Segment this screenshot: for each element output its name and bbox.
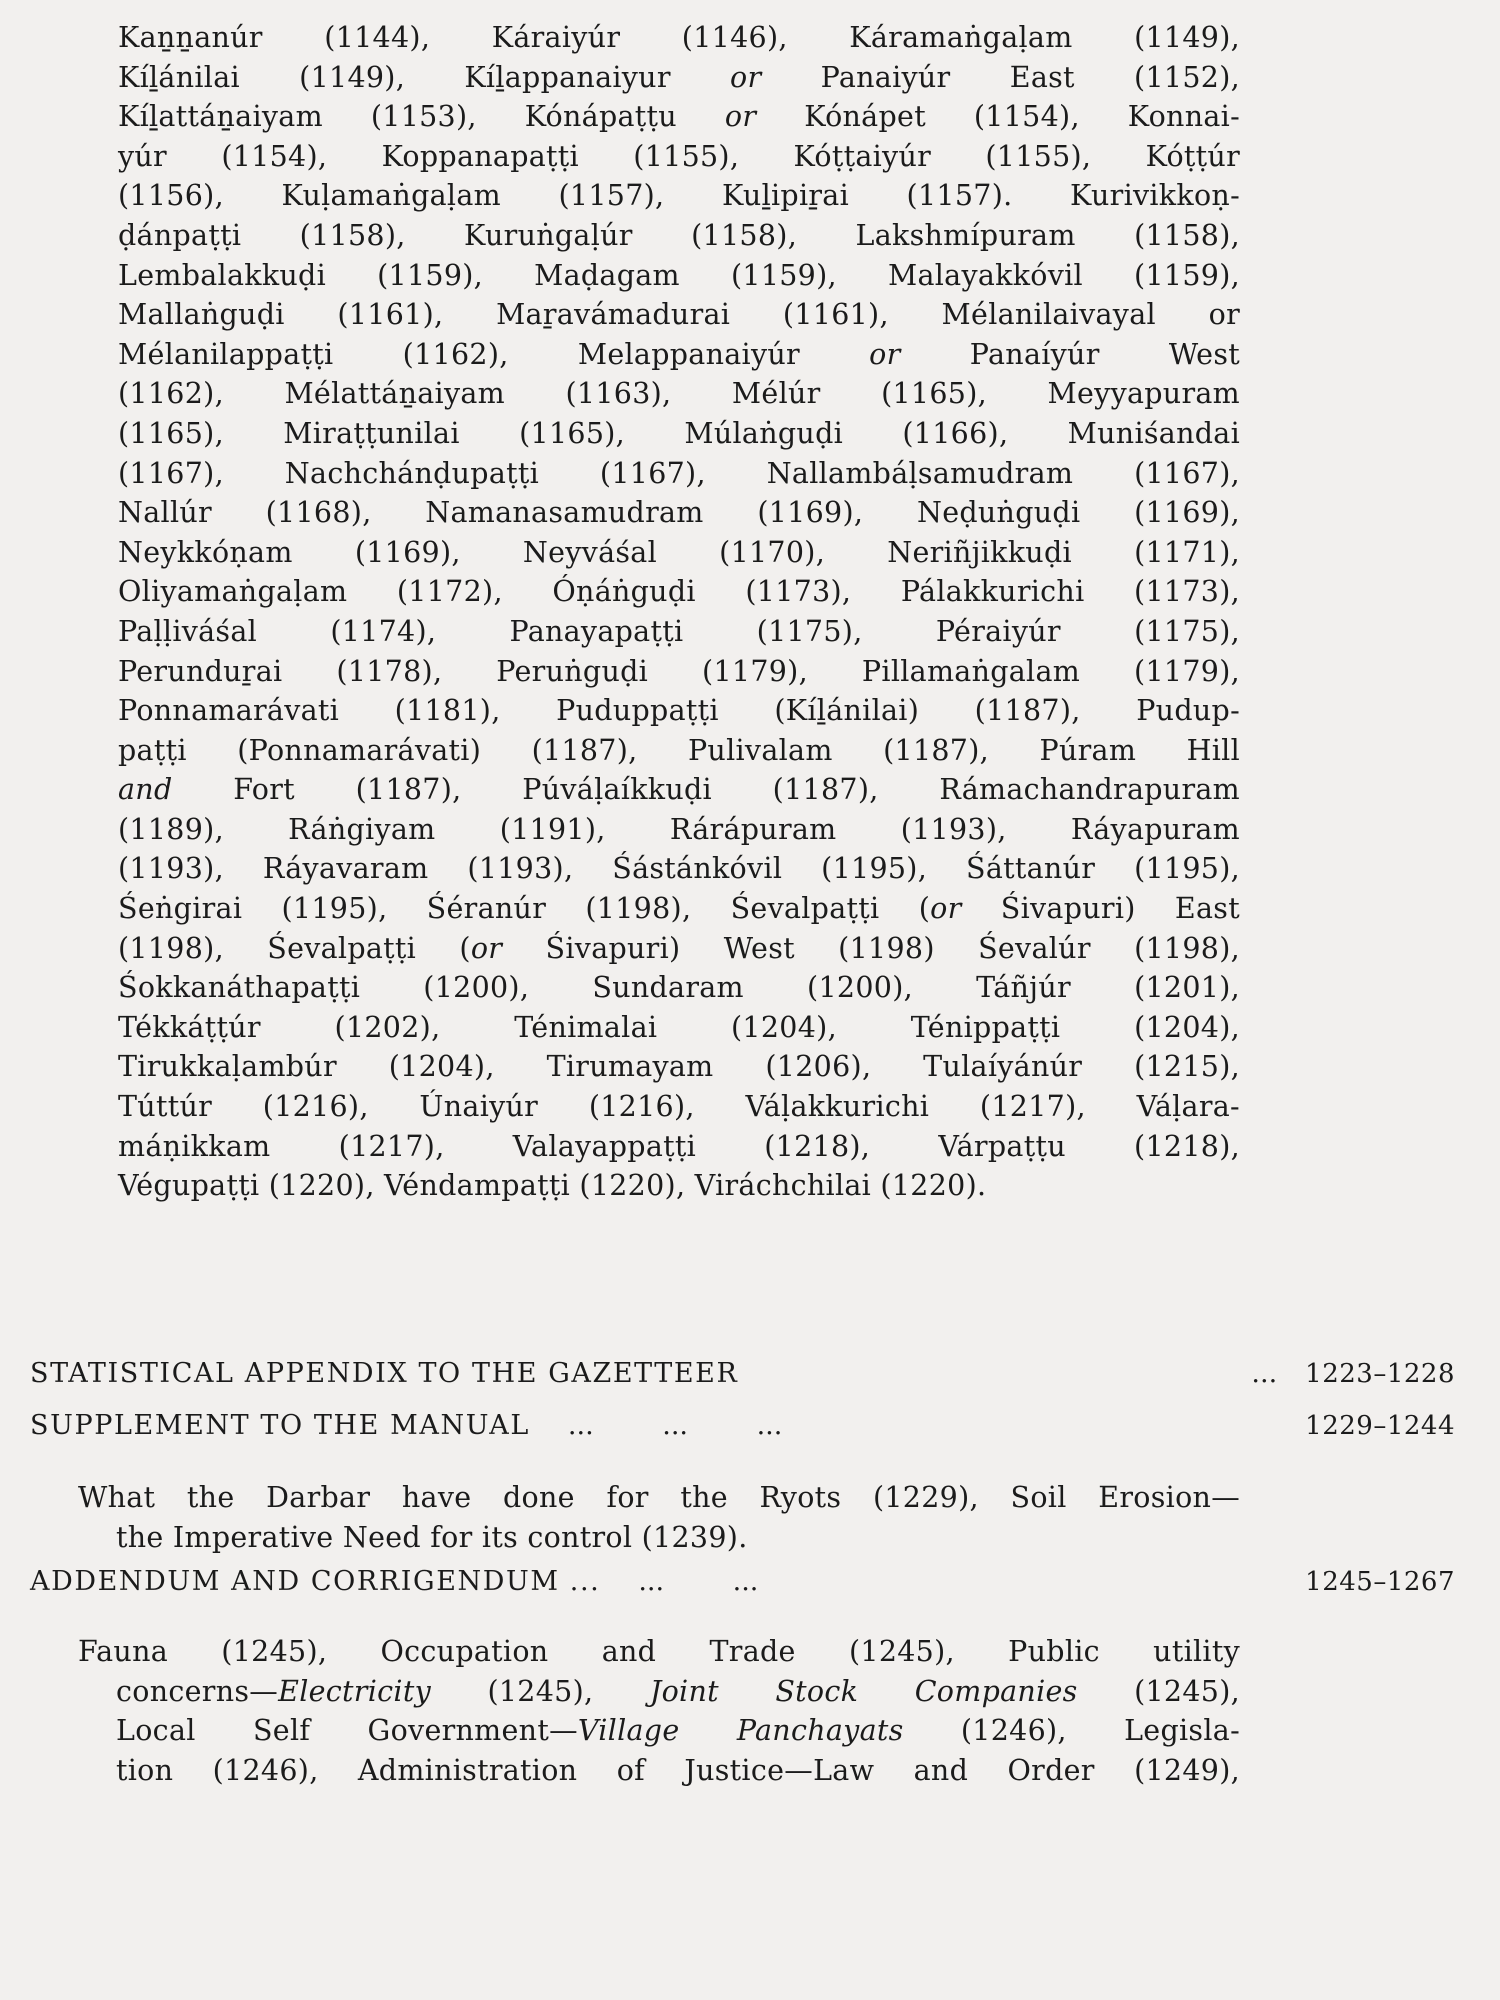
gazetteer-entry-line: and Fort (1187), Púváḷaíkkuḍi (1187), Rámachandrapuram (118, 773, 1240, 807)
gazetteer-entry-line: ḍánpaṭṭi (1158), Kuruṅgaḷúr (1158), Lakshmípuram (1158), (118, 218, 1240, 252)
gazetteer-entry-line: Végupaṭṭi (1220), Véndampaṭṭi (1220), Viráchchilai (1220). (118, 1169, 987, 1203)
gazetteer-entry-line: (1189), Ráṅgiyam (1191), Rárápuram (1193), Ráyapuram (118, 812, 1240, 846)
addendum-description (78, 1632, 1240, 1790)
description-line: Local Self Government—Village Panchayats (1246), Legisla- (116, 1714, 1240, 1747)
gazetteer-entry-line: Lembalakkuḍi (1159), Maḍagam (1159), Malayakkóvil (1159), (118, 258, 1240, 292)
gazetteer-entry-line: Perunduṟai (1178), Peruṅguḍi (1179), Pillamaṅgalam (1179), (118, 654, 1240, 688)
gazetteer-entry-line: (1193), Ráyavaram (1193), Śástánkóvil (1195), Śáttanúr (1195), (118, 852, 1240, 886)
gazetteer-entry-line: Śeṅgirai (1195), Śéranúr (1198), Śevalpaṭṭi (or Śivapuri) East (118, 892, 1240, 926)
gazetteer-entry-line: Kíḻattáṉaiyam (1153), Kónápaṭṭu or Kónápet (1154), Konnai- (118, 100, 1241, 134)
gazetteer-entry-line: Tirukkaḷambúr (1204), Tirumayam (1206), Tulaíyánúr (1215), (118, 1050, 1240, 1084)
description-line: tion (1246), Administration of Justice—Law and Order (1249), (116, 1753, 1240, 1787)
gazetteer-entry-line: Mélanilappaṭṭi (1162), Melappanaiyúr or Panaíyúr West (118, 337, 1240, 371)
gazetteer-entry-line: yúr (1154), Koppanapaṭṭi (1155), Kóṭṭaiyúr (1155), Kóṭṭúr (118, 139, 1240, 173)
section-title: ADDENDUM AND CORRIGENDUM ... (30, 1566, 601, 1597)
gazetteer-entry-line: Túttúr (1216), Únaiyúr (1216), Váḷakkurichi (1217), Váḷara- (118, 1090, 1240, 1124)
statistical-appendix-heading[interactable] (30, 1358, 1455, 1402)
gazetteer-entry-line: Tékkáṭṭúr (1202), Ténimalai (1204), Ténippaṭṭi (1204), (118, 1010, 1240, 1044)
page-range: 1245–1267 (1305, 1567, 1455, 1597)
gazetteer-entries-list (118, 18, 1240, 1206)
supplement-description (78, 1478, 1240, 1557)
supplement-heading[interactable] (30, 1410, 1455, 1454)
page-range: 1229–1244 (1305, 1411, 1455, 1441)
section-title: SUPPLEMENT TO THE MANUAL (30, 1410, 530, 1441)
description-line: concerns—Electricity (1245), Joint Stock Companies (1245), (116, 1674, 1240, 1708)
gazetteer-entry-line: (1198), Śevalpaṭṭi (or Śivapuri) West (1198) Śevalúr (1198), (118, 931, 1240, 965)
description-line: the Imperative Need for its control (1239). (116, 1520, 748, 1554)
gazetteer-entry-line: (1156), Kuḷamaṅgaḷam (1157), Kuḻipiṟai (1157). Kurivikkoṇ- (118, 179, 1240, 213)
description-line: Fauna (1245), Occupation and Trade (1245), Public utility (78, 1635, 1240, 1668)
dot-leader: ... (1251, 1358, 1278, 1389)
gazetteer-entry-line: Mallaṅguḍi (1161), Maṟavámadurai (1161), Mélanilaivayal or (118, 298, 1240, 332)
gazetteer-entry-line: Śokkanáthapaṭṭi (1200), Sundaram (1200), Táñjúr (1201), (118, 971, 1240, 1005)
gazetteer-entry-line: Kíḻánilai (1149), Kíḻappanaiyur or Panaiyúr East (1152), (118, 60, 1240, 94)
gazetteer-entry-line: paṭṭi (Ponnamarávati) (1187), Pulivalam (1187), Púram Hill (118, 733, 1240, 767)
gazetteer-entry-line: (1167), Nachchánḍupaṭṭi (1167), Nallambáḷsamudram (1167), (118, 456, 1240, 490)
gazetteer-entry-line: Oliyamaṅgaḷam (1172), Óṇáṅguḍi (1173), Pálakkurichi (1173), (118, 575, 1240, 609)
dot-leader: ... ... (638, 1566, 759, 1597)
dot-leader: ... ... ... (567, 1410, 783, 1441)
gazetteer-entry-line: Nallúr (1168), Namanasamudram (1169), Neḍuṅguḍi (1169), (118, 496, 1240, 530)
section-title: STATISTICAL APPENDIX TO THE GAZETTEER (30, 1358, 739, 1389)
gazetteer-entry-line: Paḷḷiváśal (1174), Panayapaṭṭi (1175), Péraiyúr (1175), (118, 614, 1240, 648)
addendum-heading[interactable] (30, 1566, 1455, 1610)
gazetteer-entry-line: (1165), Miraṭṭunilai (1165), Múlaṅguḍi (1166), Muniśandai (118, 416, 1240, 450)
gazetteer-entry-line: Neykkóṇam (1169), Neyváśal (1170), Neriñjikkuḍi (1171), (118, 535, 1240, 569)
description-line: What the Darbar have done for the Ryots (1229), Soil Erosion— (78, 1481, 1240, 1514)
page-range: 1223–1228 (1305, 1359, 1455, 1389)
gazetteer-entry-line: Kaṉṉanúr (1144), Káraiyúr (1146), Káramaṅgaḷam (1149), (118, 21, 1240, 54)
gazetteer-entry-line: Ponnamarávati (1181), Puduppaṭṭi (Kíḻánilai) (1187), Pudup- (118, 694, 1240, 728)
gazetteer-entry-line: máṇikkam (1217), Valayappaṭṭi (1218), Várpaṭṭu (1218), (118, 1129, 1240, 1163)
gazetteer-entry-line: (1162), Mélattáṉaiyam (1163), Mélúr (1165), Meyyapuram (118, 377, 1240, 411)
